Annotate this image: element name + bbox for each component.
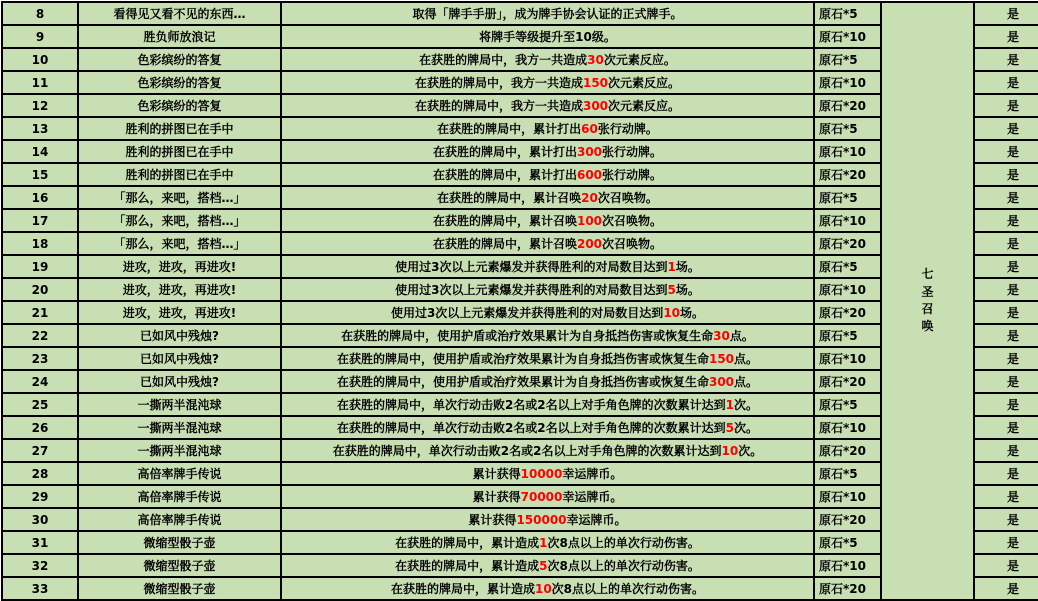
cell-achievement-description[interactable]: [281, 25, 814, 48]
description-text: 在获胜的牌局中，单次行动击败2名或2名以上对手角色牌的次数累计达到: [336, 397, 726, 412]
description-highlight-number: 10: [721, 443, 739, 458]
cell-achievement-number[interactable]: 22: [2, 324, 78, 347]
cell-reward[interactable]: 原石*5: [814, 462, 881, 485]
cell-achievement-name[interactable]: 微缩型骰子壶: [78, 577, 281, 600]
cell-reward[interactable]: 原石*20: [814, 301, 881, 324]
cell-achievement-description[interactable]: [281, 439, 814, 462]
description-highlight-number: 150000: [516, 512, 567, 527]
cell-confirmed-flag[interactable]: 是: [974, 508, 1038, 531]
cell-confirmed-flag[interactable]: 是: [974, 370, 1038, 393]
cell-reward[interactable]: 原石*5: [814, 531, 881, 554]
description-highlight-number: 5: [725, 420, 735, 435]
cell-achievement-description[interactable]: [281, 508, 814, 531]
cell-achievement-number[interactable]: 31: [2, 531, 78, 554]
description-text: 在获胜的牌局中，累计召唤: [432, 213, 577, 228]
cell-reward[interactable]: 原石*10: [814, 416, 881, 439]
description-text: 张行动牌。: [602, 144, 663, 159]
description-highlight-number: 1: [539, 535, 548, 550]
description-text: 在获胜的牌局中，单次行动击败2名或2名以上对手角色牌的次数累计达到: [332, 443, 722, 458]
cell-achievement-description[interactable]: [281, 71, 814, 94]
cell-reward[interactable]: 原石*5: [814, 324, 881, 347]
cell-reward[interactable]: 原石*20: [814, 163, 881, 186]
description-highlight-number: 30: [587, 52, 604, 67]
description-text: 幸运牌币。: [566, 512, 627, 527]
description-text: 在获胜的牌局中，使用护盾或治疗效果累计为自身抵挡伤害或恢复生命: [341, 328, 714, 343]
cell-confirmed-flag[interactable]: 是: [974, 232, 1038, 255]
description-text: 在获胜的牌局中，累计打出: [437, 121, 582, 136]
description-highlight-number: 300: [582, 98, 609, 113]
cell-reward[interactable]: 原石*20: [814, 232, 881, 255]
cell-achievement-description[interactable]: [281, 48, 814, 71]
cell-achievement-description[interactable]: [281, 278, 814, 301]
description-text: 使用过3次以上元素爆发并获得胜利的对局数目达到: [395, 282, 668, 297]
description-text: 取得「牌手手册」，成为牌手协会认证的正式牌手。: [412, 6, 683, 21]
description-highlight-number: 1: [667, 259, 676, 274]
cell-achievement-name[interactable]: 已如风中残烛?: [78, 324, 281, 347]
cell-achievement-name[interactable]: 高倍率牌手传说: [78, 485, 281, 508]
cell-achievement-name[interactable]: 胜负师放浪记: [78, 25, 281, 48]
cell-achievement-number[interactable]: 28: [2, 462, 78, 485]
cell-reward[interactable]: 原石*10: [814, 347, 881, 370]
cell-achievement-number[interactable]: 8: [2, 2, 78, 25]
description-text: 次。: [734, 397, 759, 412]
cell-achievement-number[interactable]: 11: [2, 71, 78, 94]
description-text: 在获胜的牌局中，累计打出: [432, 167, 577, 182]
description-text: 在获胜的牌局中，累计造成: [395, 535, 540, 550]
cell-reward[interactable]: 原石*10: [814, 71, 881, 94]
description-text: 在获胜的牌局中，累计召唤: [432, 236, 577, 251]
description-text: 点。: [734, 351, 759, 366]
cell-achievement-number[interactable]: 9: [2, 25, 78, 48]
cell-reward[interactable]: 原石*20: [814, 508, 881, 531]
description-highlight-number: 300: [576, 144, 603, 159]
cell-achievement-description[interactable]: [281, 416, 814, 439]
description-text: 次8点以上的单次行动伤害。: [547, 558, 700, 573]
cell-achievement-name[interactable]: 高倍率牌手传说: [78, 462, 281, 485]
description-text: 在获胜的牌局中，我方一共造成: [414, 98, 583, 113]
description-highlight-number: 150: [708, 351, 735, 366]
description-text: 累计获得: [472, 466, 521, 481]
cell-achievement-name[interactable]: 色彩缤纷的答复: [78, 94, 281, 117]
description-text: 场。: [675, 282, 700, 297]
cell-achievement-name[interactable]: 已如风中残烛?: [78, 347, 281, 370]
description-text: 使用过3次以上元素爆发并获得胜利的对局数目达到: [390, 305, 664, 320]
cell-reward[interactable]: 原石*10: [814, 209, 881, 232]
cell-achievement-number[interactable]: 19: [2, 255, 78, 278]
description-highlight-number: 20: [581, 190, 598, 205]
cell-reward[interactable]: 原石*5: [814, 393, 881, 416]
cell-confirmed-flag[interactable]: 是: [974, 278, 1038, 301]
description-text: 次元素反应。: [603, 52, 676, 67]
description-text: 在获胜的牌局中，累计造成: [395, 558, 540, 573]
description-text: 累计获得: [468, 512, 517, 527]
cell-achievement-number[interactable]: 26: [2, 416, 78, 439]
description-text: 次。: [734, 420, 759, 435]
cell-achievement-number[interactable]: 12: [2, 94, 78, 117]
cell-achievement-number[interactable]: 27: [2, 439, 78, 462]
description-text: 点。: [734, 374, 759, 389]
cell-achievement-description[interactable]: [281, 347, 814, 370]
description-highlight-number: 10000: [520, 466, 563, 481]
cell-achievement-name[interactable]: 看得见又看不见的东西…: [78, 2, 281, 25]
description-text: 次召唤物。: [597, 190, 658, 205]
cell-achievement-name[interactable]: 进攻，进攻，再进攻!: [78, 301, 281, 324]
cell-achievement-number[interactable]: 13: [2, 117, 78, 140]
cell-achievement-name[interactable]: 高倍率牌手传说: [78, 508, 281, 531]
cell-achievement-name[interactable]: 胜利的拼图已在手中: [78, 117, 281, 140]
cell-achievement-description[interactable]: [281, 232, 814, 255]
cell-confirmed-flag[interactable]: 是: [974, 462, 1038, 485]
cell-achievement-description[interactable]: [281, 531, 814, 554]
cell-achievement-number[interactable]: 23: [2, 347, 78, 370]
cell-achievement-name[interactable]: 「那么，来吧，搭档…」: [78, 209, 281, 232]
cell-achievement-number[interactable]: 14: [2, 140, 78, 163]
cell-achievement-description[interactable]: [281, 301, 814, 324]
cell-reward[interactable]: 原石*10: [814, 485, 881, 508]
description-text: 次召唤物。: [602, 236, 663, 251]
description-highlight-number: 150: [582, 75, 609, 90]
cell-achievement-description[interactable]: [281, 94, 814, 117]
cell-reward[interactable]: 原石*10: [814, 278, 881, 301]
cell-confirmed-flag[interactable]: 是: [974, 71, 1038, 94]
description-text: 次。: [738, 443, 763, 458]
description-text: 次召唤物。: [602, 213, 663, 228]
cell-achievement-number[interactable]: 18: [2, 232, 78, 255]
description-highlight-number: 60: [581, 121, 598, 136]
cell-achievement-name[interactable]: 已如风中残烛?: [78, 370, 281, 393]
cell-reward[interactable]: 原石*5: [814, 48, 881, 71]
description-text: 次元素反应。: [608, 75, 681, 90]
description-text: 在获胜的牌局中，我方一共造成: [419, 52, 588, 67]
description-text: 幸运牌币。: [562, 489, 623, 504]
cell-achievement-number[interactable]: 20: [2, 278, 78, 301]
cell-achievement-number[interactable]: 30: [2, 508, 78, 531]
cell-category-merged[interactable]: [881, 2, 974, 600]
cell-confirmed-flag[interactable]: 是: [974, 393, 1038, 416]
description-text: 次8点以上的单次行动伤害。: [547, 535, 700, 550]
cell-confirmed-flag[interactable]: 是: [974, 2, 1038, 25]
description-text: 在获胜的牌局中，我方一共造成: [414, 75, 583, 90]
cell-achievement-description[interactable]: [281, 393, 814, 416]
cell-confirmed-flag[interactable]: 是: [974, 416, 1038, 439]
description-text: 次8点以上的单次行动伤害。: [551, 581, 705, 596]
description-highlight-number: 600: [576, 167, 603, 182]
cell-reward[interactable]: 原石*5: [814, 117, 881, 140]
cell-achievement-number[interactable]: 32: [2, 554, 78, 577]
description-text: 点。: [729, 328, 754, 343]
cell-achievement-name[interactable]: 进攻，进攻，再进攻!: [78, 278, 281, 301]
cell-achievement-name[interactable]: 微缩型骰子壶: [78, 554, 281, 577]
cell-confirmed-flag[interactable]: 是: [974, 554, 1038, 577]
cell-achievement-description[interactable]: [281, 324, 814, 347]
cell-reward[interactable]: 原石*20: [814, 94, 881, 117]
description-highlight-number: 300: [708, 374, 735, 389]
description-highlight-number: 10: [534, 581, 552, 596]
cell-achievement-description[interactable]: [281, 2, 814, 25]
cell-confirmed-flag[interactable]: 是: [974, 94, 1038, 117]
cell-achievement-description[interactable]: [281, 554, 814, 577]
cell-reward[interactable]: 原石*5: [814, 255, 881, 278]
description-text: 将牌手等级提升至10级。: [479, 29, 616, 44]
description-text: 场。: [680, 305, 705, 320]
cell-achievement-name[interactable]: 一撕两半混沌球: [78, 439, 281, 462]
cell-reward[interactable]: 原石*20: [814, 439, 881, 462]
cell-achievement-name[interactable]: 胜利的拼图已在手中: [78, 140, 281, 163]
cell-reward[interactable]: 原石*20: [814, 577, 881, 600]
cell-reward[interactable]: 原石*20: [814, 370, 881, 393]
description-text: 在获胜的牌局中，累计召唤: [437, 190, 582, 205]
cell-confirmed-flag[interactable]: 是: [974, 25, 1038, 48]
cell-confirmed-flag[interactable]: 是: [974, 117, 1038, 140]
cell-achievement-name[interactable]: 一撕两半混沌球: [78, 393, 281, 416]
cell-confirmed-flag[interactable]: 是: [974, 485, 1038, 508]
cell-confirmed-flag[interactable]: 是: [974, 324, 1038, 347]
cell-achievement-description[interactable]: [281, 163, 814, 186]
cell-achievement-number[interactable]: 24: [2, 370, 78, 393]
cell-achievement-number[interactable]: 17: [2, 209, 78, 232]
achievement-table-body: [2, 2, 1038, 600]
cell-achievement-name[interactable]: 色彩缤纷的答复: [78, 71, 281, 94]
cell-confirmed-flag[interactable]: 是: [974, 163, 1038, 186]
description-highlight-number: 70000: [520, 489, 563, 504]
cell-achievement-name[interactable]: 微缩型骰子壶: [78, 531, 281, 554]
cell-achievement-name[interactable]: 进攻，进攻，再进攻!: [78, 255, 281, 278]
cell-achievement-description[interactable]: [281, 255, 814, 278]
cell-achievement-name[interactable]: 「那么，来吧，搭档…」: [78, 186, 281, 209]
achievement-table: [1, 1, 1038, 601]
cell-achievement-number[interactable]: 10: [2, 48, 78, 71]
cell-confirmed-flag[interactable]: 是: [974, 439, 1038, 462]
cell-achievement-description[interactable]: [281, 186, 814, 209]
description-highlight-number: 30: [713, 328, 730, 343]
description-text: 张行动牌。: [602, 167, 663, 182]
cell-confirmed-flag[interactable]: 是: [974, 577, 1038, 600]
description-text: 在获胜的牌局中，累计造成: [390, 581, 535, 596]
cell-reward[interactable]: 原石*10: [814, 25, 881, 48]
cell-achievement-description[interactable]: [281, 577, 814, 600]
cell-achievement-name[interactable]: 一撕两半混沌球: [78, 416, 281, 439]
description-highlight-number: 10: [663, 305, 681, 320]
description-text: 场。: [675, 259, 700, 274]
cell-achievement-number[interactable]: 16: [2, 186, 78, 209]
cell-achievement-description[interactable]: [281, 209, 814, 232]
description-text: 在获胜的牌局中，累计打出: [432, 144, 577, 159]
cell-reward[interactable]: 原石*10: [814, 554, 881, 577]
category-vertical-label: 七 圣 召 唤: [921, 267, 934, 334]
description-text: 在获胜的牌局中，单次行动击败2名或2名以上对手角色牌的次数累计达到: [336, 420, 726, 435]
description-text: 张行动牌。: [597, 121, 658, 136]
cell-confirmed-flag[interactable]: 是: [974, 301, 1038, 324]
description-highlight-number: 200: [576, 236, 603, 251]
cell-reward[interactable]: 原石*5: [814, 186, 881, 209]
description-text: 幸运牌币。: [562, 466, 623, 481]
cell-achievement-description[interactable]: [281, 140, 814, 163]
description-text: 累计获得: [472, 489, 521, 504]
description-text: 在获胜的牌局中，使用护盾或治疗效果累计为自身抵挡伤害或恢复生命: [336, 374, 709, 389]
table-row: [2, 2, 1038, 25]
cell-achievement-name[interactable]: 胜利的拼图已在手中: [78, 163, 281, 186]
cell-confirmed-flag[interactable]: 是: [974, 531, 1038, 554]
description-highlight-number: 5: [539, 558, 548, 573]
description-highlight-number: 100: [576, 213, 603, 228]
cell-confirmed-flag[interactable]: 是: [974, 48, 1038, 71]
cell-achievement-name[interactable]: 色彩缤纷的答复: [78, 48, 281, 71]
cell-achievement-description[interactable]: [281, 485, 814, 508]
cell-achievement-number[interactable]: 33: [2, 577, 78, 600]
cell-achievement-description[interactable]: [281, 117, 814, 140]
cell-achievement-number[interactable]: 15: [2, 163, 78, 186]
cell-reward[interactable]: 原石*5: [814, 2, 881, 25]
cell-achievement-number[interactable]: 29: [2, 485, 78, 508]
cell-achievement-description[interactable]: [281, 370, 814, 393]
cell-confirmed-flag[interactable]: 是: [974, 186, 1038, 209]
description-text: 使用过3次以上元素爆发并获得胜利的对局数目达到: [395, 259, 668, 274]
cell-reward[interactable]: 原石*10: [814, 140, 881, 163]
cell-achievement-number[interactable]: 25: [2, 393, 78, 416]
description-highlight-number: 1: [725, 397, 735, 412]
cell-confirmed-flag[interactable]: 是: [974, 209, 1038, 232]
cell-confirmed-flag[interactable]: 是: [974, 347, 1038, 370]
cell-confirmed-flag[interactable]: 是: [974, 140, 1038, 163]
cell-achievement-description[interactable]: [281, 462, 814, 485]
cell-achievement-name[interactable]: 「那么，来吧，搭档…」: [78, 232, 281, 255]
description-highlight-number: 5: [667, 282, 676, 297]
cell-confirmed-flag[interactable]: 是: [974, 255, 1038, 278]
description-text: 次元素反应。: [608, 98, 681, 113]
cell-achievement-number[interactable]: 21: [2, 301, 78, 324]
description-text: 在获胜的牌局中，使用护盾或治疗效果累计为自身抵挡伤害或恢复生命: [336, 351, 709, 366]
